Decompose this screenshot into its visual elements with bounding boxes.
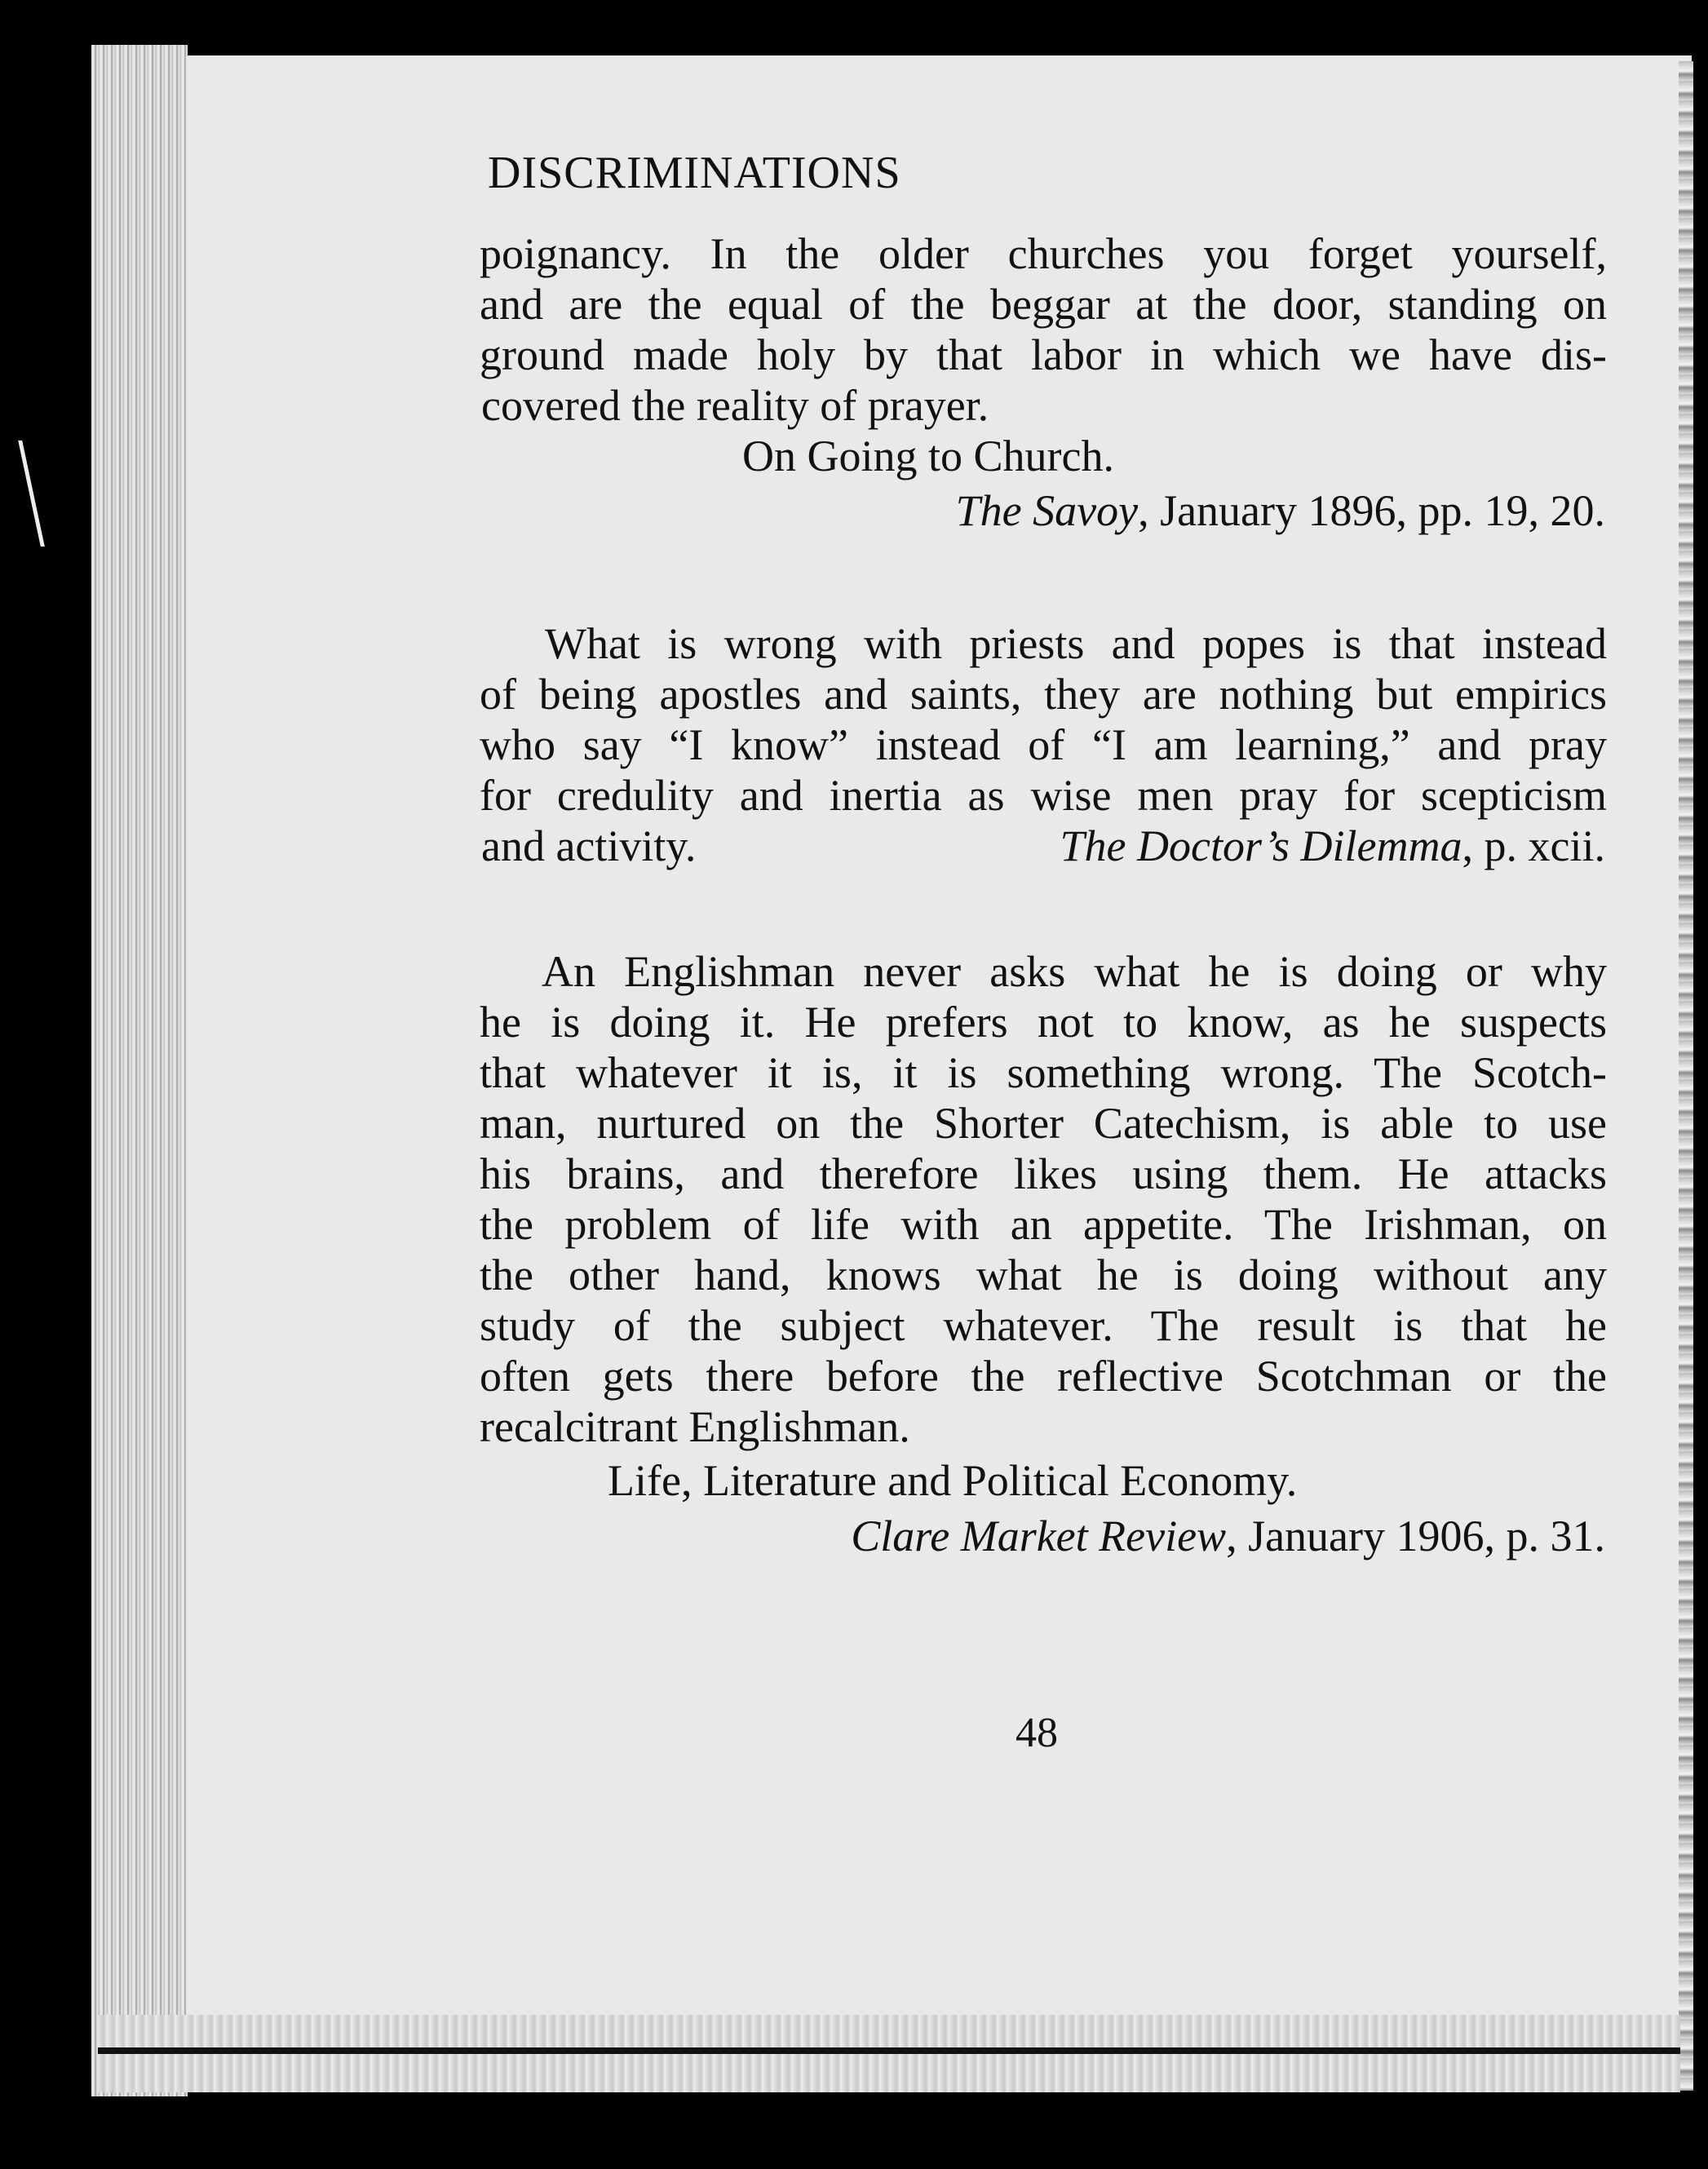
source-citation [851, 1511, 1605, 1561]
citation-details: , January 1896, pp. 19, 20. [1138, 486, 1605, 535]
text-line: of being apostles and saints, they are nothing but empirics [480, 670, 1607, 719]
text-line: the other hand, knows what he is doing without any [480, 1250, 1607, 1299]
source-citation [1060, 821, 1605, 871]
text-line: study of the subject whatever. The result is that he [480, 1301, 1607, 1350]
publication-title: Clare Market Review [851, 1512, 1227, 1560]
page-bottom-shadow [98, 2047, 1680, 2054]
text-line: What is wrong with priests and popes is that instead [545, 619, 1607, 668]
source-citation [956, 485, 1605, 536]
text-line: he is doing it. He prefers not to know, as he suspects [480, 998, 1607, 1047]
citation-details: , January 1906, p. 31. [1226, 1512, 1605, 1560]
text-line: who say “I know” instead of “I am learning,” and pray [480, 720, 1607, 769]
publication-title: The Savoy [955, 486, 1139, 535]
page-right-edge [1679, 61, 1693, 2091]
text-line: the problem of life with an appetite. The Irishman, on [480, 1200, 1607, 1249]
text-line: covered the reality of prayer. [481, 381, 989, 430]
text-line: that whatever it is, it is something wrong. The Scotch- [480, 1048, 1607, 1097]
running-head: DISCRIMINATIONS [488, 148, 901, 198]
publication-title: The Doctor’s Dilemma [1060, 821, 1462, 870]
text-line: recalcitrant Englishman. [480, 1402, 910, 1451]
source-title: On Going to Church. [742, 432, 1114, 480]
text-line: and activity. [481, 821, 697, 870]
text-line: An Englishman never asks what he is doing or why [542, 947, 1607, 996]
text-line: often gets there before the reflective Scotchman or the [480, 1352, 1607, 1401]
text-line: poignancy. In the older churches you forget yourself, [480, 229, 1607, 278]
text-line: man, nurtured on the Shorter Catechism, is able to use [480, 1099, 1607, 1148]
citation-details: , p. xcii. [1462, 821, 1605, 870]
book-spine-edge [91, 45, 188, 2096]
text-line: for credulity and inertia as wise men pray for scepticism [480, 771, 1607, 820]
source-title: Life, Literature and Political Economy. [608, 1456, 1298, 1505]
text-line: his brains, and therefore likes using them. He attacks [480, 1149, 1607, 1198]
text-line: and are the equal of the beggar at the door, standing on [480, 280, 1607, 329]
scan-artifact [18, 440, 69, 547]
text-line: ground made holy by that labor in which we have dis- [480, 330, 1607, 379]
page-number: 48 [1016, 1710, 1058, 1756]
